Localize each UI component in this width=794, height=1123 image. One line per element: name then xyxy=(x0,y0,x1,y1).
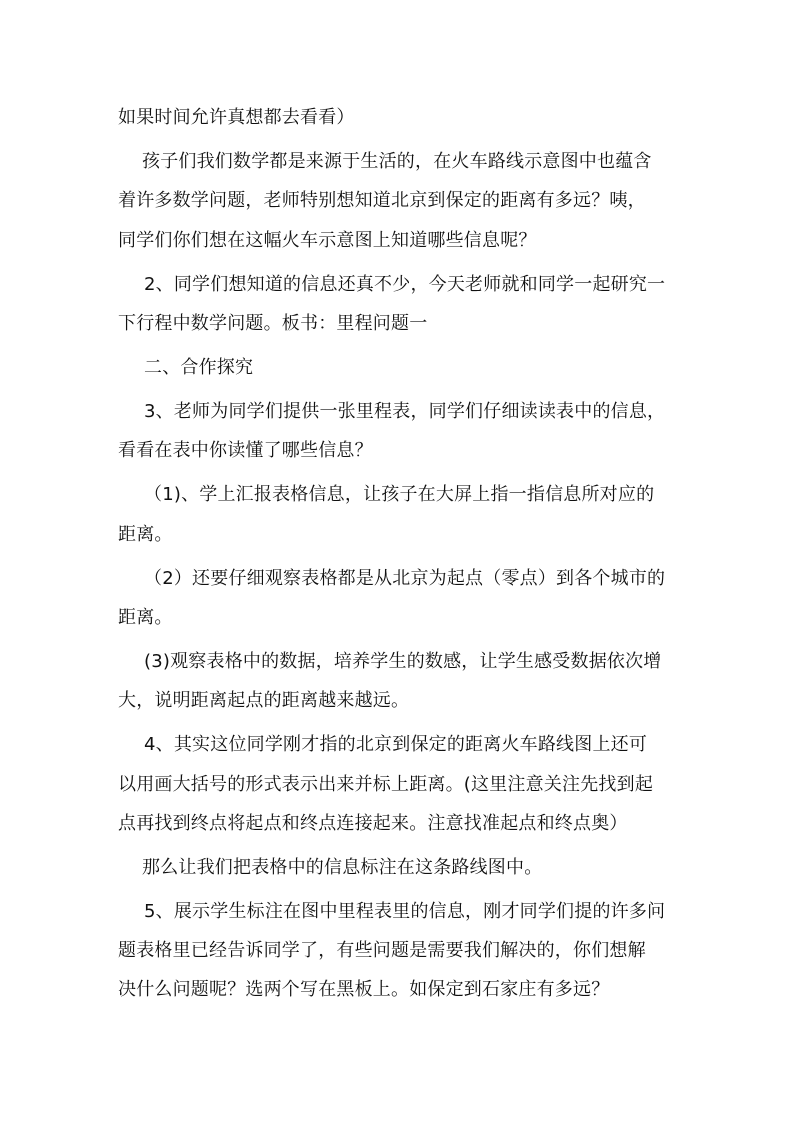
text-line-7: 二、合作探究 xyxy=(144,357,254,378)
text-line-17: 以用画大括号的形式表示出来并标上距离。(这里注意关注先找到起 xyxy=(118,774,654,795)
text-line-21: 题表格里已经告诉同学了，有些问题是需要我们解决的，你们想解 xyxy=(118,940,646,961)
text-line-12: （2）还要仔细观察表格都是从北京为起点（零点）到各个城市的 xyxy=(144,568,666,589)
text-line-9: 看看在表中你读懂了哪些信息？ xyxy=(118,440,373,461)
text-line-16: 4、其实这位同学刚才指的北京到保定的距离火车路线图上还可 xyxy=(144,734,648,755)
text-line-11: 距离。 xyxy=(118,524,173,545)
text-line-13: 距离。 xyxy=(118,607,173,628)
text-line-6: 下行程中数学问题。板书：里程问题一 xyxy=(118,313,428,334)
text-line-20: 5、展示学生标注在图中里程表里的信息，刚才同学们提的许多问 xyxy=(144,901,666,922)
text-line-19: 那么让我们把表格中的信息标注在这条路线图中。 xyxy=(142,857,543,878)
text-line-1: 如果时间允许真想都去看看） xyxy=(118,107,355,128)
text-line-18: 点再找到终点将起点和终点连接起来。注意找准起点和终点奥） xyxy=(118,813,628,834)
text-line-4: 同学们你们想在这幅火车示意图上知道哪些信息呢？ xyxy=(118,230,537,251)
text-line-3: 着许多数学问题，老师特别想知道北京到保定的距离有多远？咦， xyxy=(118,190,646,211)
text-line-14: (3)观察表格中的数据，培养学生的数感，让学生感受数据依次增 xyxy=(144,651,662,672)
text-line-10: （1)、学上汇报表格信息，让孩子在大屏上指一指信息所对应的 xyxy=(144,484,655,505)
text-line-8: 3、老师为同学们提供一张里程表，同学们仔细读读表中的信息， xyxy=(144,401,666,422)
text-line-15: 大，说明距离起点的距离越来越远。 xyxy=(118,690,410,711)
text-line-5: 2、同学们想知道的信息还真不少，今天老师就和同学一起研究一 xyxy=(144,274,666,295)
text-line-2: 孩子们我们数学都是来源于生活的，在火车路线示意图中也蕴含 xyxy=(142,151,652,172)
text-line-22: 决什么问题呢？选两个写在黑板上。如保定到石家庄有多远？ xyxy=(118,979,610,1000)
